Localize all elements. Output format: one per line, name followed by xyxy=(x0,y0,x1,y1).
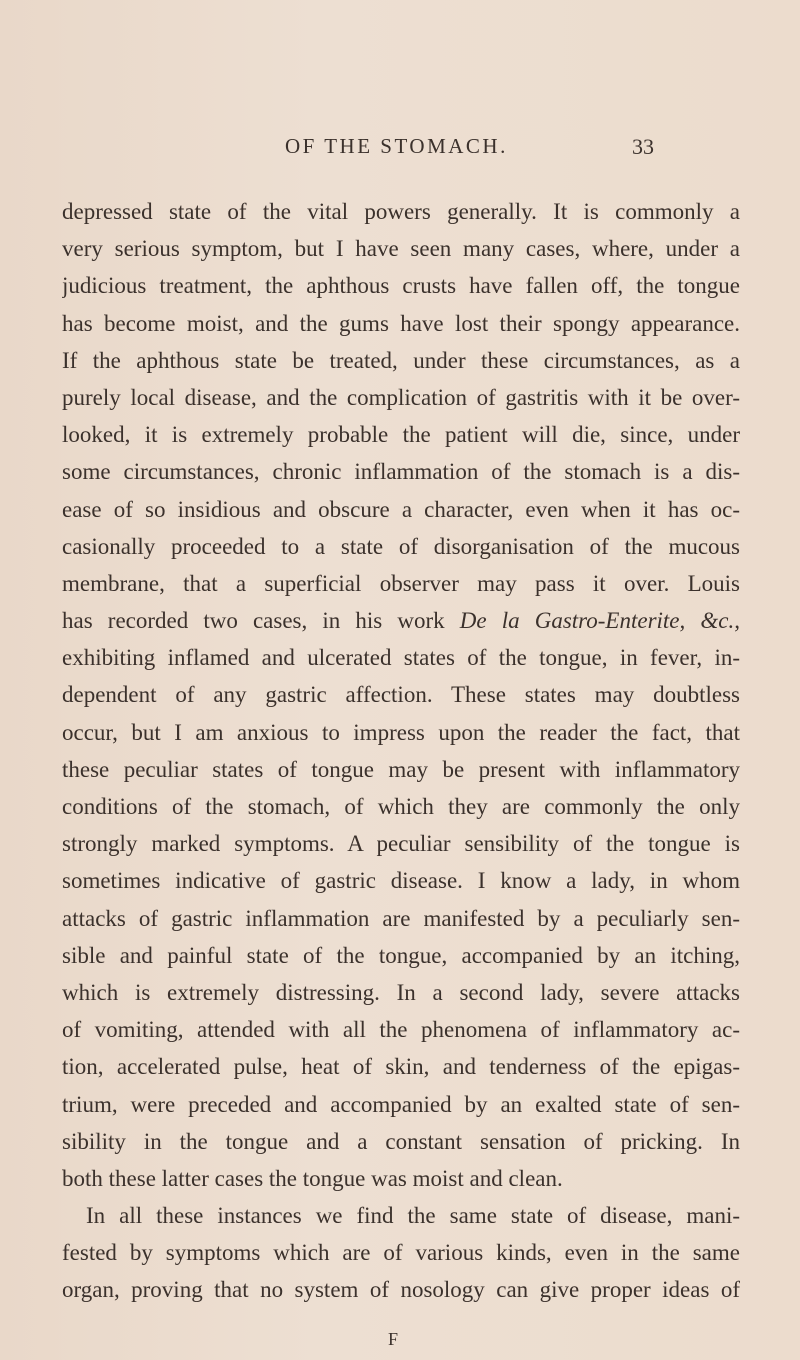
italic-citation: De la Gastro-Enterite, &c., xyxy=(459,608,740,634)
text-line: some circumstances, chronic inflammation of the stomach is a dis- xyxy=(62,459,740,485)
text-line: ease of so insidious and obscure a character, even when it has oc- xyxy=(62,496,740,522)
page-header xyxy=(0,134,800,164)
text-line: of vomiting, attended with all the phenomena of inflammatory ac- xyxy=(62,1017,740,1043)
page-number: 33 xyxy=(632,134,654,159)
text-line: fested by symptoms which are of various kinds, even in the same xyxy=(62,1240,740,1266)
running-title: OF THE STOMACH. xyxy=(285,134,508,158)
text-line: very serious symptom, but I have seen many cases, where, under a xyxy=(62,236,740,262)
text-line: occur, but I am anxious to impress upon the reader the fact, that xyxy=(62,719,740,745)
text-line: tion, accelerated pulse, heat of skin, and tenderness of the epigas- xyxy=(62,1054,740,1080)
text-line: exhibiting inflamed and ulcerated states of the tongue, in fever, in- xyxy=(62,645,740,671)
text-line: sible and painful state of the tongue, accompanied by an itching, xyxy=(62,942,740,968)
body-text xyxy=(62,193,740,1309)
text-line: purely local disease, and the complication of gastritis with it be over- xyxy=(62,384,740,410)
text-line: looked, it is extremely probable the patient will die, since, under xyxy=(62,422,740,448)
text-line: attacks of gastric inflammation are manifested by a peculiarly sen- xyxy=(62,905,740,931)
text-line: strongly marked symptoms. A peculiar sensibility of the tongue is xyxy=(62,831,740,857)
text-line: dependent of any gastric affection. These states may doubtless xyxy=(62,682,740,708)
text-line: organ, proving that no system of nosology can give proper ideas of xyxy=(62,1277,740,1303)
text-line: sibility in the tongue and a constant sensation of pricking. In xyxy=(62,1128,740,1154)
text-line: sometimes indicative of gastric disease. I know a lady, in whom xyxy=(62,868,740,894)
text-line: depressed state of the vital powers generally. It is commonly a xyxy=(62,199,740,224)
text-line: trium, were preceded and accompanied by an exalted state of sen- xyxy=(62,1091,740,1117)
paragraph-first-line: In all these instances we find the same state of disease, mani- xyxy=(86,1203,740,1229)
text-line: If the aphthous state be treated, under these circumstances, as a xyxy=(62,347,740,373)
text-line: casionally proceeded to a state of disorganisation of the mucous xyxy=(62,533,740,559)
text-line-with-citation xyxy=(62,602,740,639)
text-line: which is extremely distressing. In a second lady, severe attacks xyxy=(62,979,740,1005)
text-line: conditions of the stomach, of which they are commonly the only xyxy=(62,794,740,819)
text-line: these peculiar states of tongue may be present with inflammatory xyxy=(62,756,740,782)
signature-mark: F xyxy=(388,1329,399,1349)
paragraph-last-line: both these latter cases the tongue was moist and clean. xyxy=(62,1165,563,1191)
text-line: judicious treatment, the aphthous crusts have fallen off, the tongue xyxy=(62,273,740,299)
text-segment: has recorded two cases, in his work xyxy=(62,608,445,634)
text-line: has become moist, and the gums have lost their spongy appearance. xyxy=(62,310,740,336)
text-line: membrane, that a superficial observer may pass it over. Louis xyxy=(62,570,740,596)
